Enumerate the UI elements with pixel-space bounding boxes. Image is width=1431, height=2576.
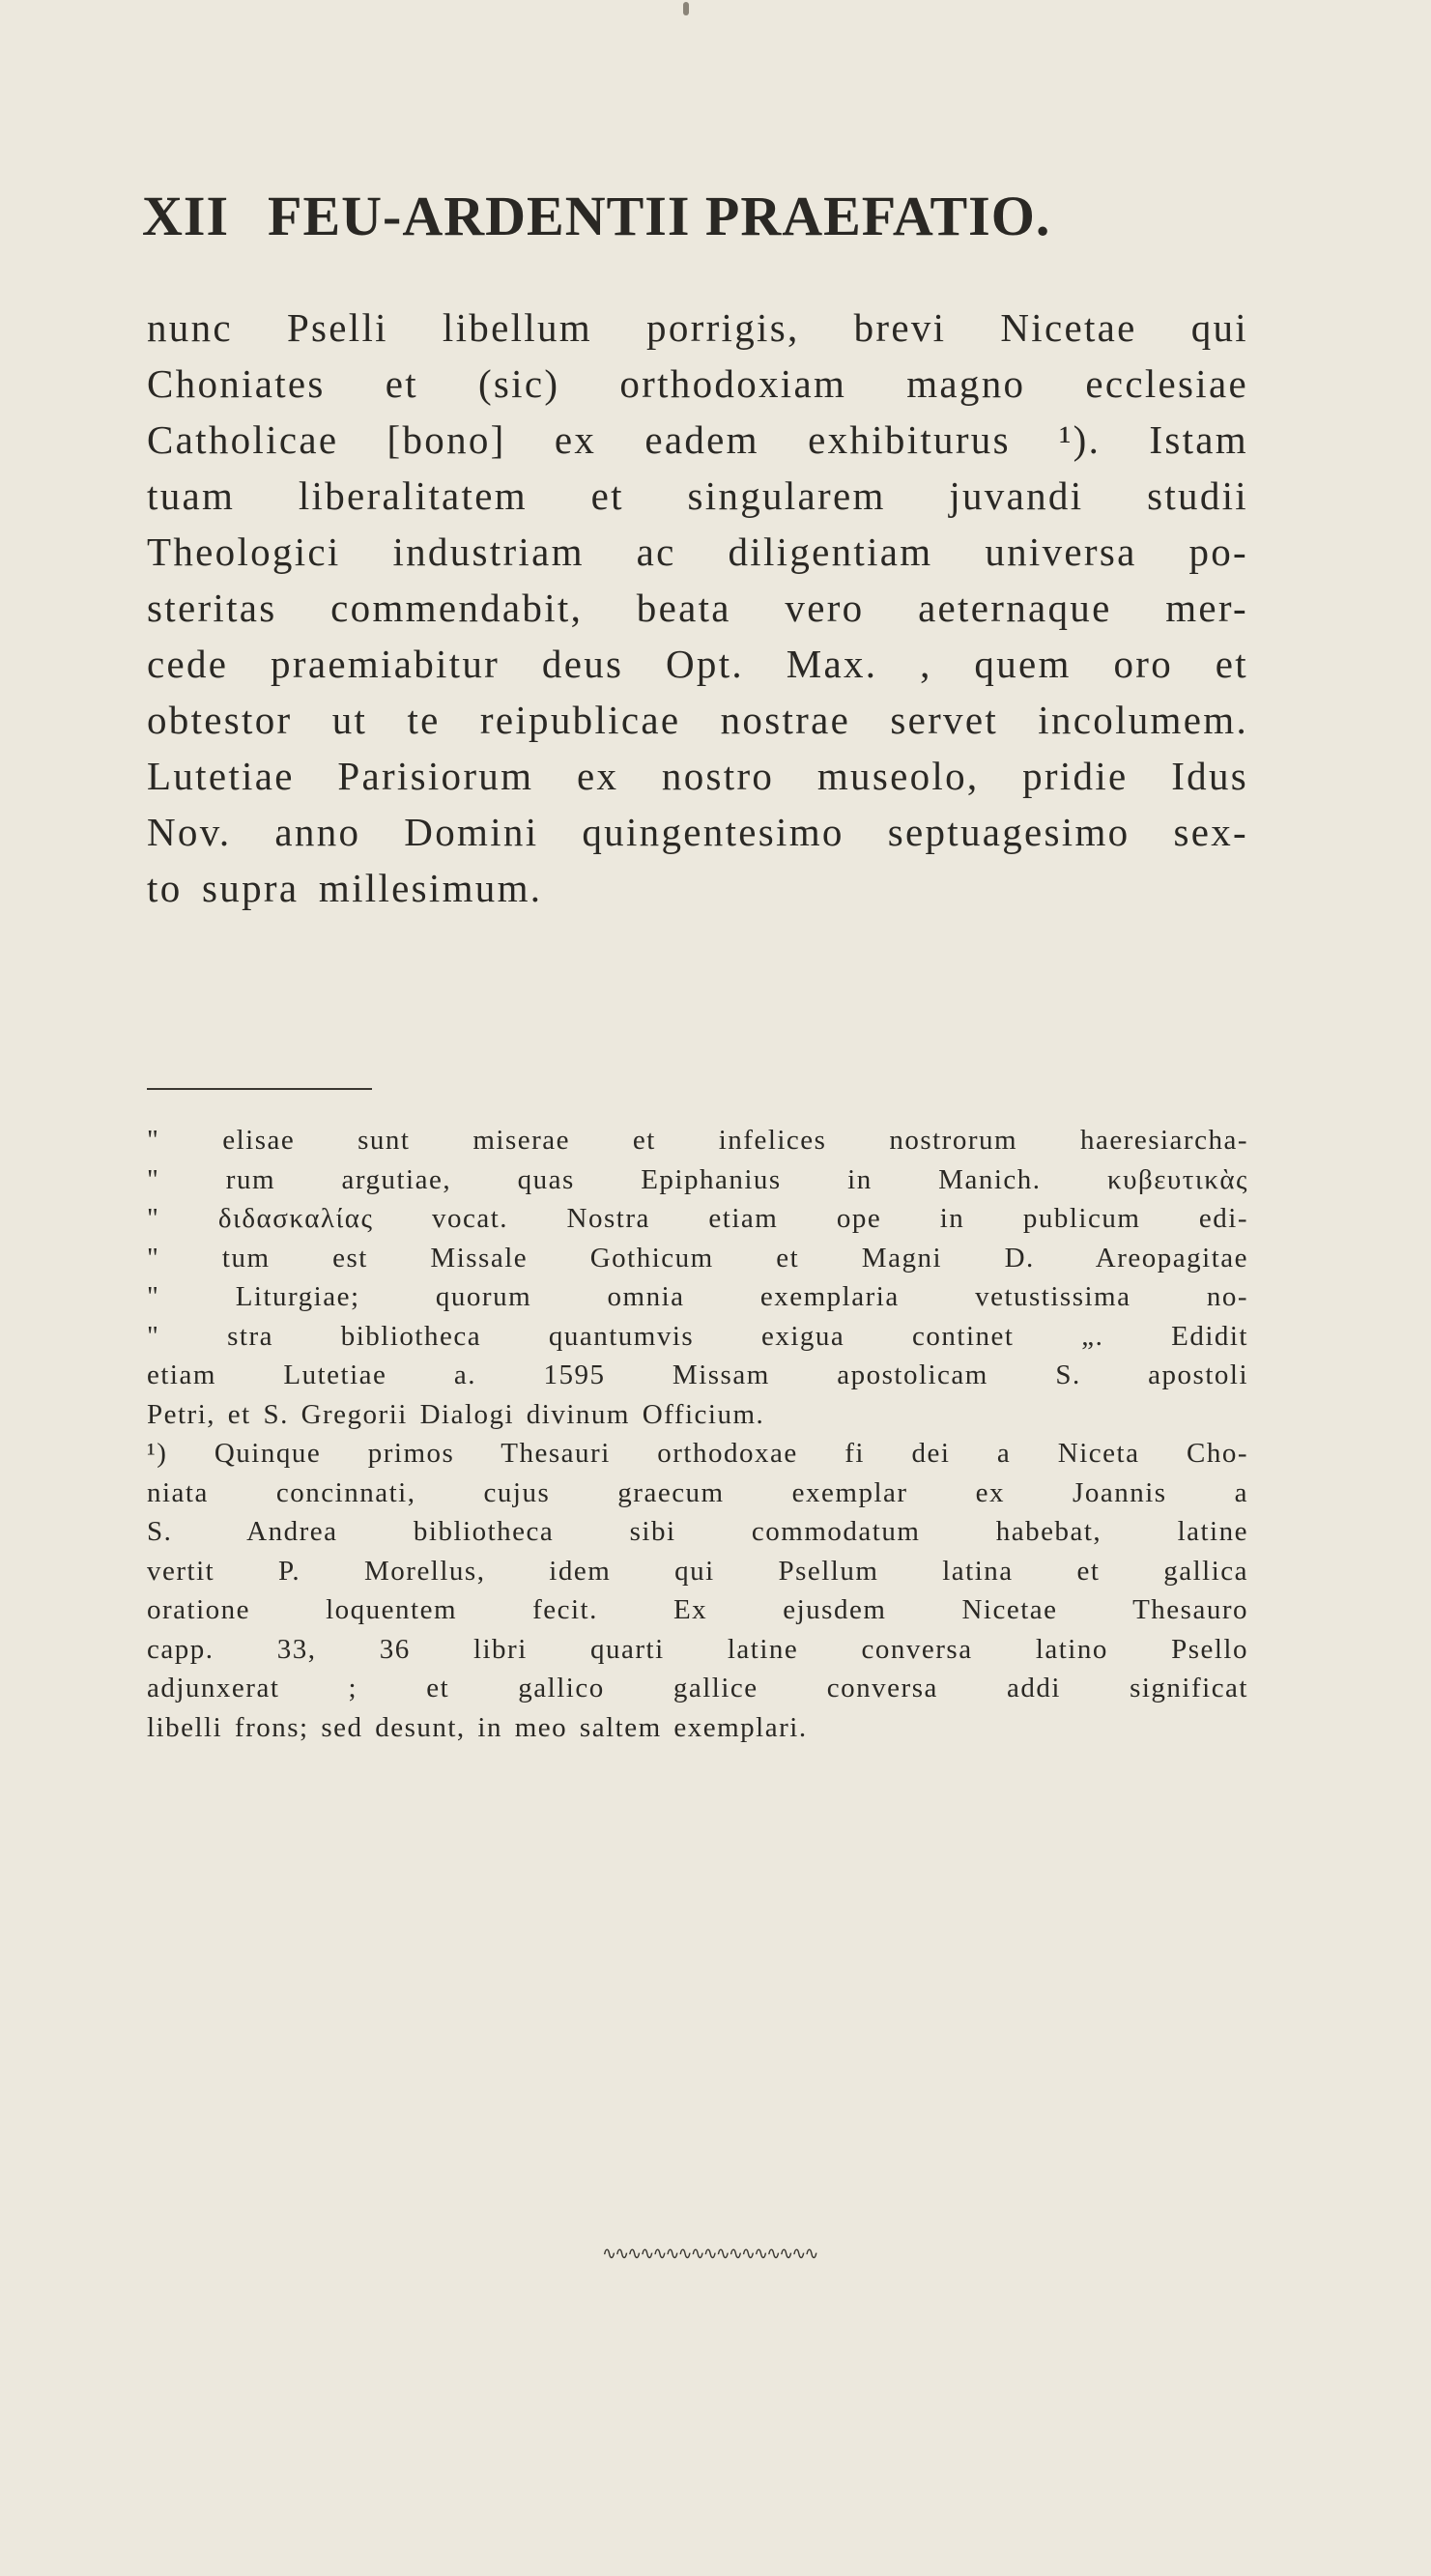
body-line: nunc Pselli libellum porrigis, brevi Nicetae qui: [147, 305, 1248, 350]
body-line: steritas commendabit, beata vero aeternaque mer-: [147, 586, 1248, 630]
body-line: Lutetiae Parisiorum ex nostro museolo, pridie Idus: [147, 754, 1248, 798]
ink-speck: [683, 2, 689, 15]
footnote-line: niata concinnati, cujus graecum exemplar ex Joannis a: [147, 1476, 1248, 1508]
body-line: Nov. anno Domini quingentesimo septuagesimo sex-: [147, 810, 1248, 854]
footnote-line: S. Andrea bibliotheca sibi commodatum habebat, latine: [147, 1516, 1248, 1547]
footnotes: [147, 1121, 1248, 1747]
footnote-line: " elisae sunt miserae et infelices nostrorum haeresiarcha-: [147, 1125, 1248, 1156]
footnote-line: " διδασκαλίας vocat. Nostra etiam ope in publicum edi-: [147, 1203, 1248, 1234]
footnote-line: " rum argutiae, quas Epiphanius in Manich. κυβευτικὰς: [147, 1163, 1248, 1195]
page-number: XII: [142, 185, 230, 247]
body-line: to supra millesimum.: [147, 866, 543, 910]
footnote-line: Petri, et S. Gregorii Dialogi divinum Officium.: [147, 1398, 765, 1430]
body-line: Choniates et (sic) orthodoxiam magno ecclesiae: [147, 361, 1248, 406]
footnote-divider: [147, 1088, 372, 1090]
footnote-line: etiam Lutetiae a. 1595 Missam apostolicam S. apostoli: [147, 1360, 1248, 1390]
footnote-line: capp. 33, 36 libri quarti latine conversa latino Psello: [147, 1633, 1248, 1665]
header-title: FEU-ARDENTII PRAEFATIO.: [268, 185, 1051, 247]
body-line: tuam liberalitatem et singularem juvandi studii: [147, 473, 1248, 518]
footnote-line: " tum est Missale Gothicum et Magni D. Areopagitae: [147, 1242, 1248, 1274]
footnote-line: ¹) Quinque primos Thesauri orthodoxae fi dei a Niceta Cho-: [147, 1438, 1248, 1469]
footnote-line: oratione loquentem fecit. Ex ejusdem Nicetae Thesauro: [147, 1594, 1248, 1625]
footnote-line: vertit P. Morellus, idem qui Psellum latina et gallica: [147, 1555, 1248, 1587]
main-text: [147, 300, 1248, 916]
body-line: Catholicae [bono] ex eadem exhibiturus ¹). Istam: [147, 417, 1248, 462]
footnote-line: " stra bibliotheca quantumvis exigua continet „. Edidit: [147, 1320, 1248, 1352]
running-header: [142, 184, 1302, 248]
body-line: obtestor ut te reipublicae nostrae servet incolumem.: [147, 698, 1248, 742]
footnote-line: libelli frons; sed desunt, in meo saltem exemplari.: [147, 1711, 808, 1743]
end-ornament: ∿∿∿∿∿∿∿∿∿∿∿∿∿∿∿∿∿: [602, 2247, 817, 2260]
footnote-line: adjunxerat ; et gallico gallice conversa addi significat: [147, 1673, 1248, 1703]
footnote-line: " Liturgiae; quorum omnia exemplaria vetustissima no-: [147, 1281, 1248, 1312]
body-line: cede praemiabitur deus Opt. Max. , quem oro et: [147, 642, 1248, 686]
body-line: Theologici industriam ac diligentiam universa po-: [147, 530, 1248, 574]
